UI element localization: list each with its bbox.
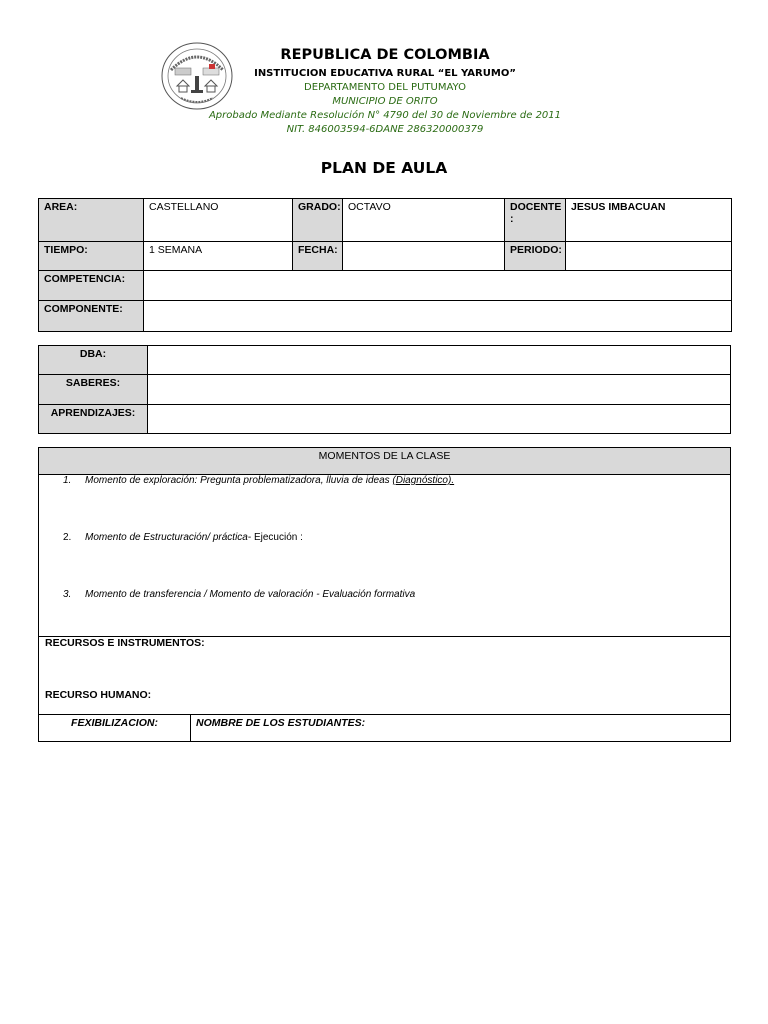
saberes-value[interactable]	[148, 375, 731, 405]
dba-value[interactable]	[148, 346, 731, 375]
competencia-label: COMPETENCIA:	[39, 271, 144, 301]
moment-transfer: 3. Momento de transferencia / Momento de valoración - Evaluación formativa	[63, 589, 416, 600]
moment-exploration: 1. Momento de exploración: Pregunta problematizadora, lluvia de ideas (Diagnóstico).	[63, 475, 455, 486]
componente-value[interactable]	[144, 301, 732, 332]
moments-list	[39, 475, 730, 636]
page-title: PLAN DE AULA	[320, 159, 448, 177]
header-municipality: MUNICIPIO DE ORITO	[332, 96, 438, 107]
header-nit: NIT. 846003594-6DANE 286320000379	[286, 124, 484, 135]
periodo-label: PERIODO:	[505, 242, 566, 271]
docente-value[interactable]: JESUS IMBACUAN	[566, 199, 732, 242]
fecha-label: FECHA:	[293, 242, 343, 271]
aprendizajes-value[interactable]	[148, 405, 731, 434]
moment-structuring: 2. Momento de Estructuración/ práctica- Ejecución :	[63, 532, 303, 543]
fecha-value[interactable]	[343, 242, 505, 271]
saberes-label: SABERES:	[39, 375, 148, 405]
header-department: DEPARTAMENTO DEL PUTUMAYO	[304, 82, 466, 93]
competencia-value[interactable]	[144, 271, 732, 301]
area-value[interactable]: CASTELLANO	[144, 199, 293, 242]
grado-value[interactable]: OCTAVO	[343, 199, 505, 242]
dba-label: DBA:	[39, 346, 148, 375]
area-label: AREA:	[39, 199, 144, 242]
componente-label: COMPONENTE:	[39, 301, 144, 332]
aprendizajes-label: APRENDIZAJES:	[39, 405, 148, 434]
tiempo-value[interactable]: 1 SEMANA	[144, 242, 293, 271]
recursos-label: RECURSOS E INSTRUMENTOS:	[45, 637, 205, 649]
resources-section[interactable]	[39, 637, 730, 714]
moments-table	[38, 447, 731, 742]
moments-header: MOMENTOS DE LA CLASE	[39, 448, 731, 475]
periodo-value[interactable]	[566, 242, 732, 271]
recurso-humano-label: RECURSO HUMANO:	[45, 689, 152, 701]
flexibilizacion-label: FEXIBILIZACION:	[39, 715, 191, 742]
grado-label: GRADO:	[293, 199, 343, 242]
learning-table	[38, 345, 731, 434]
tiempo-label: TIEMPO:	[39, 242, 144, 271]
students-label[interactable]: NOMBRE DE LOS ESTUDIANTES:	[191, 715, 731, 742]
info-table	[38, 198, 732, 332]
docente-label: DOCENTE :	[505, 199, 566, 242]
header-resolution: Aprobado Mediante Resolución N° 4790 del 30 de Noviembre de 2011	[208, 110, 562, 121]
header-institution: INSTITUCION EDUCATIVA RURAL “EL YARUMO”	[254, 68, 516, 79]
header-country: REPUBLICA DE COLOMBIA	[280, 47, 490, 63]
